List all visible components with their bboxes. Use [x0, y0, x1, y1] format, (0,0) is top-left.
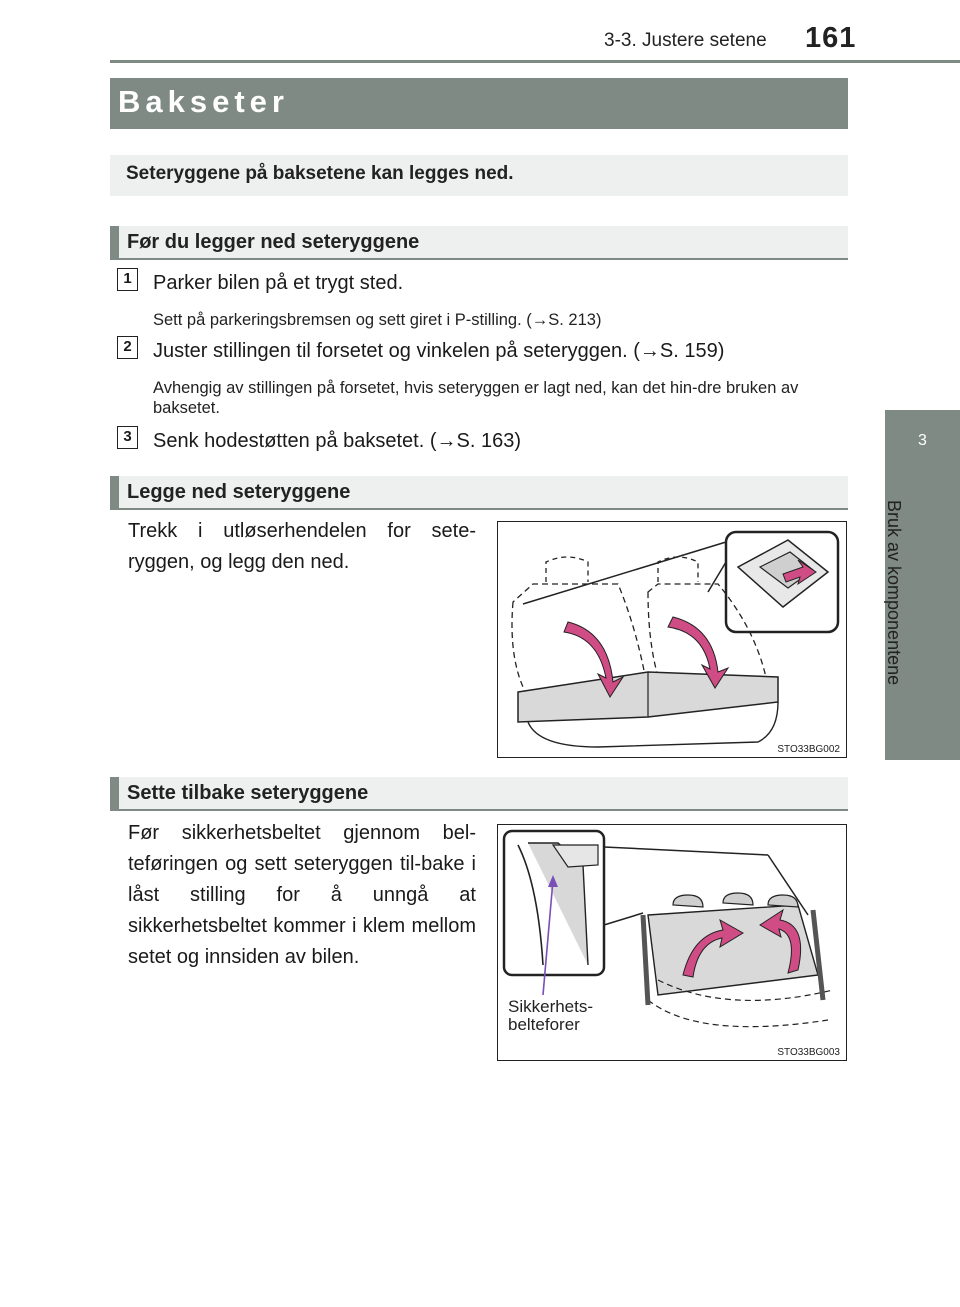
step-number-1: 1	[117, 268, 138, 291]
figure-code: STO33BG002	[777, 744, 840, 755]
page-title: Bakseter	[118, 84, 289, 119]
callout-belt-guide-line1: Sikkerhets-	[508, 997, 594, 1016]
section-heading-before	[110, 226, 848, 260]
step-number-2: 2	[117, 336, 138, 359]
step-2-note: Avhengig av stillingen på forsetet, hvis seteryggen er lagt ned, kan det hin-dre bruken av baksetet.	[153, 379, 799, 417]
step-1-note: Sett på parkeringsbremsen og sett giret i P-stilling. (→S. 213)	[153, 311, 602, 329]
intro-box	[110, 155, 848, 196]
intro-text: Seteryggene på baksetene kan legges ned.	[126, 163, 514, 184]
figure-fold-seatback	[497, 521, 847, 758]
chapter-number: 3	[918, 432, 927, 449]
figure-return-seatback	[497, 824, 847, 1061]
callout-belt-guide-line2: belteforer	[508, 1015, 580, 1034]
fold-instructions: Trekk i utløserhendelen for sete-ryggen, og legg den ned.	[128, 520, 476, 573]
header-rule	[110, 60, 960, 63]
seat-fold-illustration	[498, 522, 847, 758]
section-heading-text: Sette tilbake seteryggene	[127, 782, 369, 804]
section-heading-text: Før du legger ned seteryggene	[127, 231, 420, 253]
section-heading-return	[110, 777, 848, 811]
running-header-section: 3-3. Justere setene	[604, 30, 767, 51]
step-1-text: Parker bilen på et trygt sted.	[153, 272, 404, 294]
step-number-3: 3	[117, 426, 138, 449]
chapter-title-vertical	[884, 500, 922, 686]
step-3-text: Senk hodestøtten på baksetet. (→S. 163)	[153, 430, 521, 452]
page-title-bar	[110, 78, 848, 129]
step-2-text: Juster stillingen til forsetet og vinkelen på seteryggen. (→S. 159)	[153, 340, 725, 362]
section-heading-text: Legge ned seteryggene	[127, 481, 351, 503]
return-instructions: Før sikkerhetsbeltet gjennom bel-teføringen og sett seteryggen til-bake i låst stilling for å unngå at sikkerhetsbeltet kommer i klem mellom setet og innsiden av bilen.	[128, 822, 476, 968]
page-number: 161	[805, 22, 857, 54]
chapter-title: Bruk av komponentene	[884, 500, 904, 686]
figure-code: STO33BG003	[777, 1047, 840, 1058]
section-heading-fold	[110, 476, 848, 510]
